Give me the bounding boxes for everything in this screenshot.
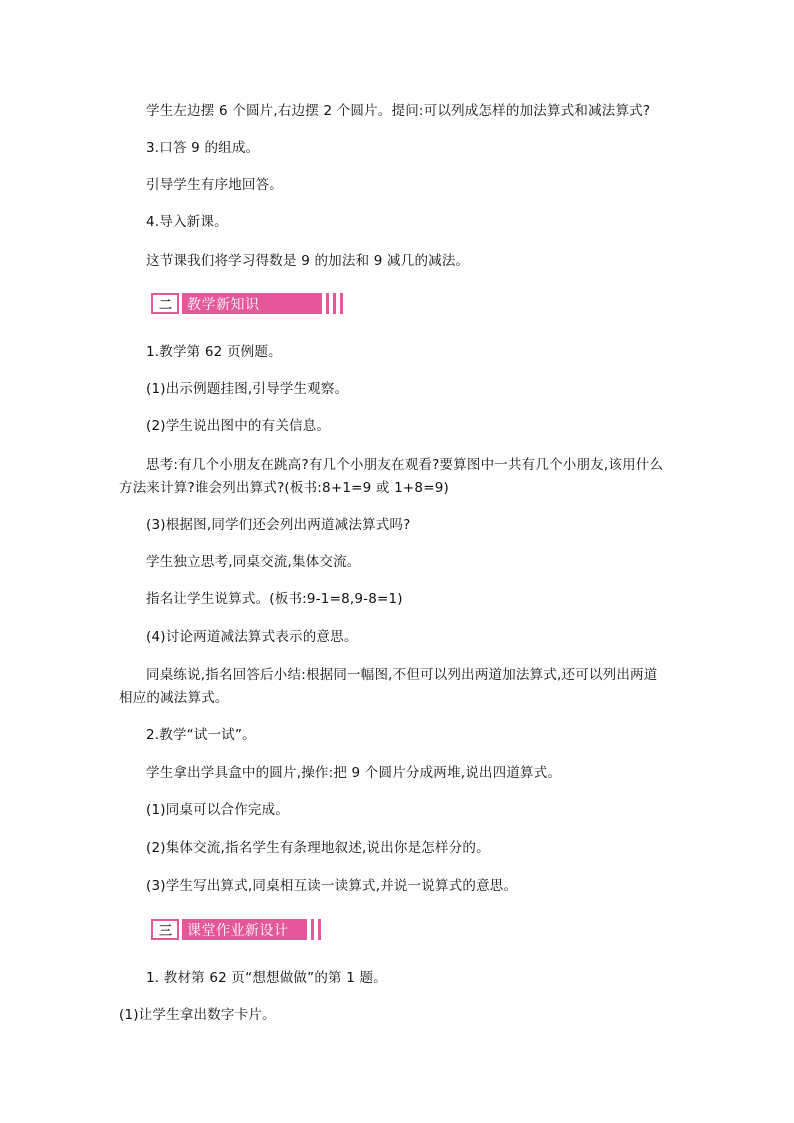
paragraph-line: (3)学生写出算式,同桌相互读一读算式,并说一说算式的意思。 [146,878,518,894]
paragraph-line: 3.口答 9 的组成。 [146,140,260,156]
paragraph-line: 同桌练说,指名回答后小结:根据同一幅图,不但可以列出两道加法算式,还可以列出两道 [146,667,658,683]
decorative-stripe [340,293,343,314]
section-title: 课堂作业新设计 [182,919,307,940]
paragraph-line: (2)集体交流,指名学生有条理地叙述,说出你是怎样分的。 [146,840,490,856]
paragraph-line: 学生拿出学具盒中的圆片,操作:把 9 个圆片分成两堆,说出四道算式。 [146,765,562,781]
paragraph-line: 这节课我们将学习得数是 9 的加法和 9 减几的减法。 [146,253,470,269]
paragraph-line: 学生独立思考,同桌交流,集体交流。 [146,554,361,570]
paragraph-line: 相应的减法算式。 [119,690,229,706]
section-title: 教学新知识 [182,293,322,314]
paragraph-line: 学生左边摆 6 个圆片,右边摆 2 个圆片。提问:可以列成怎样的加法算式和减法算式? [146,103,651,119]
decorative-stripe [333,293,336,314]
paragraph-line: (2)学生说出图中的有关信息。 [146,418,331,434]
paragraph-line: (1)让学生拿出数字卡片。 [119,1007,276,1023]
section-banner-teaching-new-knowledge [151,293,343,314]
paragraph-line: 1. 教材第 62 页“想想做做”的第 1 题。 [146,970,387,986]
decorative-stripe [318,919,321,940]
paragraph-line: (3)根据图,同学们还会列出两道减法算式吗? [146,517,411,533]
section-number: 二 [151,293,179,314]
paragraph-line: 思考:有几个小朋友在跳高?有几个小朋友在观看?要算图中一共有几个小朋友,该用什么 [146,457,664,473]
paragraph-line: (4)讨论两道减法算式表示的意思。 [146,629,358,645]
section-number: 三 [151,919,179,940]
paragraph-line: 1.教学第 62 页例题。 [146,344,282,360]
paragraph-line: (1)同桌可以合作完成。 [146,802,290,818]
paragraph-line: 指名让学生说算式。(板书:9-1=8,9-8=1) [146,591,403,607]
paragraph-line: (1)出示例题挂图,引导学生观察。 [146,381,349,397]
paragraph-line: 2.教学“试一试”。 [146,727,256,743]
decorative-stripe [326,293,329,314]
paragraph-line: 4.导入新课。 [146,214,228,230]
section-banner-classroom-homework [151,919,321,940]
paragraph-line: 方法来计算?谁会列出算式?(板书:8+1=9 或 1+8=9) [119,480,449,496]
decorative-stripe [311,919,314,940]
paragraph-line: 引导学生有序地回答。 [146,177,283,193]
